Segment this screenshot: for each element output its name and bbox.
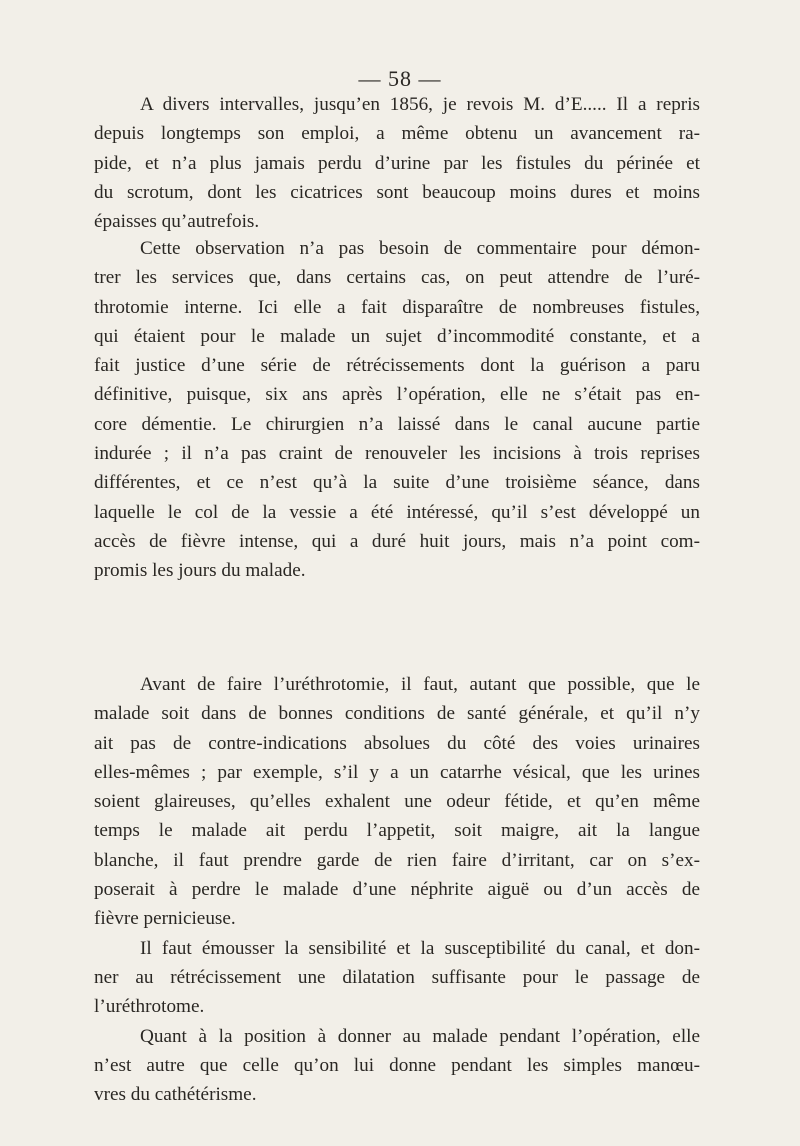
paragraph-2 (94, 234, 700, 586)
text-line: elles-mêmes ; par exemple, s’il y a un catarrhe vésical, que les urines (94, 761, 700, 783)
text-line: indurée ; il n’a pas craint de renouveler les incisions à trois reprises (94, 443, 700, 465)
text-line: soient glaireuses, qu’elles exhalent une odeur fétide, et qu’en même (94, 791, 700, 813)
text-line: accès de fièvre intense, qui a duré huit jours, mais n’a point com- (94, 530, 700, 552)
text-line: pide, et n’a plus jamais perdu d’urine par les fistules du périnée et (94, 152, 700, 174)
text-line: épaisses qu’autrefois. (94, 211, 260, 233)
text-line: blanche, il faut prendre garde de rien faire d’irritant, car on s’ex- (94, 849, 700, 871)
text-line: ner au rétrécissement une dilatation suffisante pour le passage de (94, 966, 700, 988)
text-line: l’uréthrotome. (94, 996, 205, 1018)
text-line: trer les services que, dans certains cas, on peut attendre de l’uré- (94, 267, 700, 289)
paragraph-3 (94, 670, 700, 1109)
page-number: — 58 — (358, 66, 442, 91)
text-line: différentes, et ce n’est qu’à la suite d’une troisième séance, dans (94, 472, 700, 494)
text-line: du scrotum, dont les cicatrices sont beaucoup moins dures et moins (94, 181, 700, 203)
text-line: laquelle le col de la vessie a été intéressé, qu’il s’est développé un (94, 501, 700, 523)
text-line: A divers intervalles, jusqu’en 1856, je revois M. d’E..... Il a repris (140, 94, 700, 115)
text-line: Il faut émousser la sensibilité et la susceptibilité du canal, et don- (140, 937, 700, 959)
text-line: poserait à perdre le malade d’une néphrite aiguë ou d’un accès de (94, 879, 700, 901)
text-line: fait justice d’une série de rétrécissements dont la guérison a paru (94, 355, 700, 377)
paragraph-1 (94, 90, 700, 236)
text-line: qui étaient pour le malade un sujet d’incommodité constante, et a (94, 325, 700, 347)
text-line: core démentie. Le chirurgien n’a laissé dans le canal aucune partie (94, 413, 700, 435)
text-line: temps le malade ait perdu l’appetit, soit maigre, ait la langue (94, 820, 700, 842)
text-line: Cette observation n’a pas besoin de commentaire pour démon- (140, 238, 700, 259)
text-line: depuis longtemps son emploi, a même obtenu un avancement ra- (94, 123, 700, 145)
text-line: Avant de faire l’uréthrotomie, il faut, autant que possible, que le (140, 674, 700, 695)
text-line: malade soit dans de bonnes conditions de santé générale, et qu’il n’y (94, 703, 700, 725)
text-line: n’est autre que celle qu’on lui donne pendant les simples manœu- (94, 1054, 700, 1076)
text-line: fièvre pernicieuse. (94, 908, 236, 930)
text-line: promis les jours du malade. (94, 560, 306, 582)
text-line: vres du cathétérisme. (94, 1084, 257, 1106)
text-line: Quant à la position à donner au malade pendant l’opération, elle (140, 1025, 700, 1047)
text-line: throtomie interne. Ici elle a fait disparaître de nombreuses fistules, (94, 296, 700, 318)
text-line: ait pas de contre-indications absolues du côté des voies urinaires (94, 732, 700, 754)
text-line: définitive, puisque, six ans après l’opération, elle ne s’était pas en- (94, 384, 700, 406)
